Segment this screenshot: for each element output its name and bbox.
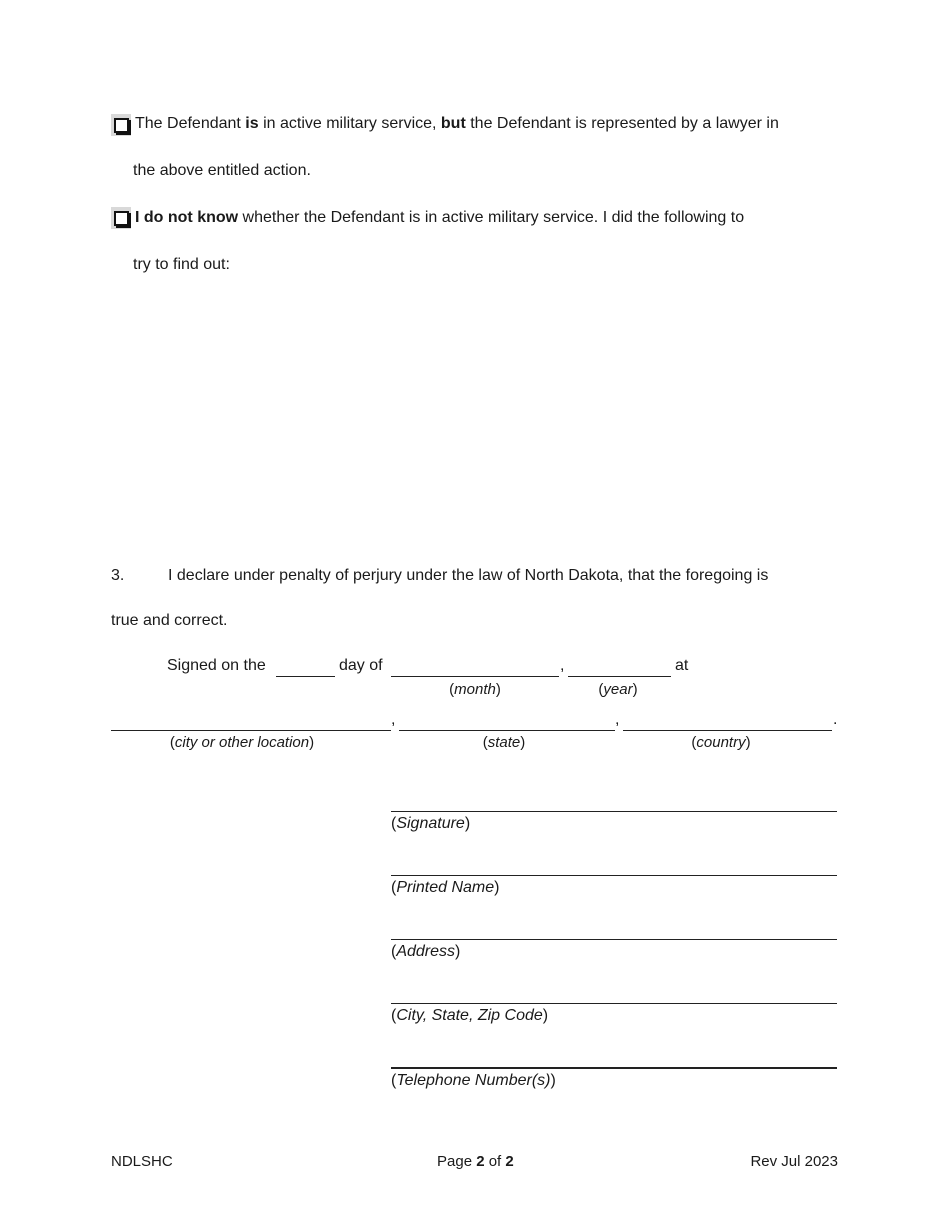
option1-text — [135, 115, 779, 133]
country-field[interactable] — [623, 730, 832, 731]
country-caption: (country) — [691, 734, 751, 751]
state-field[interactable] — [399, 730, 615, 731]
option2-checkbox[interactable] — [111, 207, 131, 229]
option1-text-b: in active military service, — [258, 115, 441, 132]
telephone-field[interactable] — [391, 1067, 837, 1069]
country-period: . — [833, 711, 838, 728]
year-caption: (year) — [598, 681, 638, 698]
footer-page-number: Page 2 of 2 — [437, 1153, 514, 1170]
footer-form-id: NDLSHC — [111, 1153, 173, 1170]
city-comma: , — [391, 711, 396, 728]
option1-line2: the above entitled action. — [133, 162, 311, 179]
city-state-zip-label: (City, State, Zip Code) — [391, 1007, 549, 1024]
printed-name-label: (Printed Name) — [391, 879, 500, 896]
option2-bold-do-not-know: I do not know — [135, 209, 239, 226]
month-comma: , — [560, 657, 565, 674]
checkbox-square-icon — [114, 118, 129, 133]
city-state-zip-field[interactable] — [391, 1003, 837, 1004]
day-field[interactable] — [276, 676, 335, 677]
city-field[interactable] — [111, 730, 391, 731]
signed-prefix: Signed on the — [167, 657, 266, 674]
declaration-line1: I declare under penalty of perjury under the law of North Dakota, that the foregoing is — [168, 567, 769, 584]
checkbox-square-icon — [114, 211, 129, 226]
option1-bold-but: but — [440, 115, 466, 132]
option2-text-a: whether the Defendant is in active military service. I did the following to — [238, 209, 745, 226]
day-of-text: day of — [339, 657, 383, 674]
state-caption: (state) — [482, 734, 526, 751]
city-caption: (city or other location) — [169, 734, 315, 751]
option2-text — [135, 209, 744, 227]
at-text: at — [675, 657, 689, 674]
footer-revision: Rev Jul 2023 — [750, 1153, 838, 1170]
option1-text-a: The Defendant — [135, 115, 246, 132]
option1-checkbox[interactable] — [111, 114, 131, 136]
address-label: (Address) — [391, 943, 461, 960]
printed-name-field[interactable] — [391, 875, 837, 876]
telephone-label: (Telephone Number(s)) — [391, 1072, 556, 1089]
declaration-line2: true and correct. — [111, 612, 228, 629]
declaration-number: 3. — [111, 567, 125, 584]
option2-line2: try to find out: — [133, 256, 230, 273]
month-field[interactable] — [391, 676, 559, 677]
state-comma: , — [615, 711, 620, 728]
month-caption: (month) — [449, 681, 501, 698]
address-field[interactable] — [391, 939, 837, 940]
option1-bold-is: is — [245, 115, 259, 132]
year-field[interactable] — [568, 676, 671, 677]
signature-field[interactable] — [391, 811, 837, 812]
option1-text-c: the Defendant is represented by a lawyer in — [465, 115, 779, 132]
signature-label: (Signature) — [391, 815, 471, 832]
